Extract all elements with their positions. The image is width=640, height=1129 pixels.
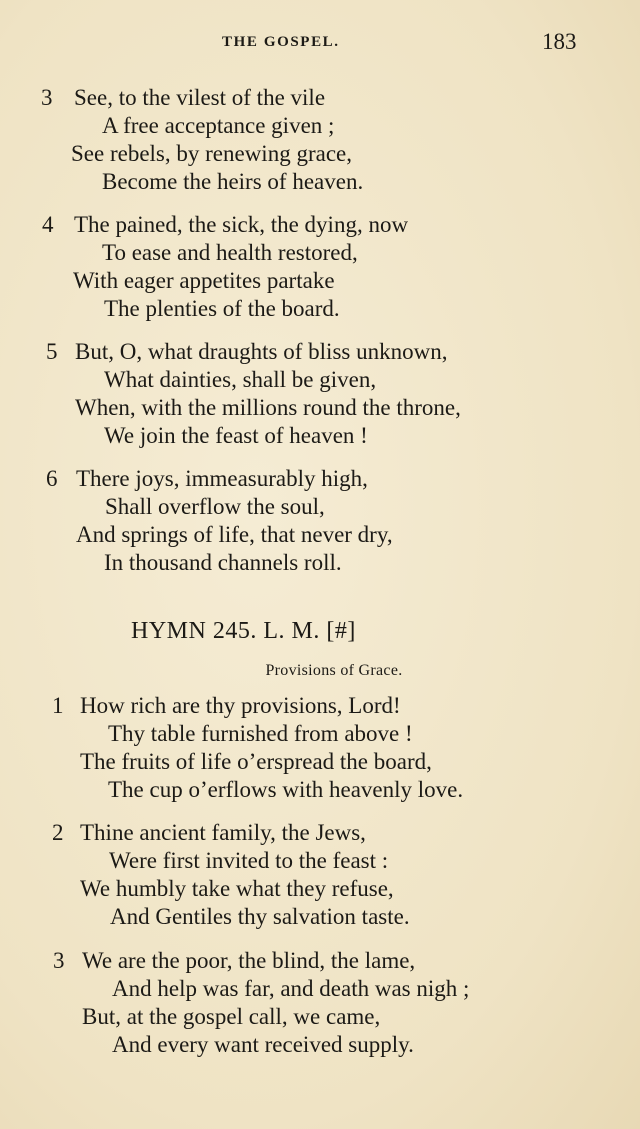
stanza-line: The cup o’erflows with heavenly love.	[108, 777, 464, 802]
stanza-line: See, to the vilest of the vile	[74, 85, 326, 110]
stanza-line: And Gentiles thy salvation taste.	[110, 904, 410, 929]
stanza-number: 1	[52, 693, 64, 718]
stanza-line: The pained, the sick, the dying, now	[74, 212, 409, 237]
stanza-top-6	[0, 465, 640, 577]
stanza-number: 3	[41, 85, 53, 110]
stanza-line: With eager appetites partake	[73, 268, 335, 293]
hymn-subtitle	[0, 662, 640, 680]
stanza-top-3	[0, 84, 640, 196]
stanza-line: What dainties, shall be given,	[104, 367, 377, 392]
stanza-number: 4	[42, 212, 54, 237]
stanza-top-5	[0, 338, 640, 450]
running-title: THE GOSPEL.	[222, 34, 340, 50]
stanza-line: But, O, what draughts of bliss unknown,	[75, 339, 448, 364]
stanza-line: Shall overflow the soul,	[105, 494, 325, 519]
stanza-line: We are the poor, the blind, the lame,	[82, 948, 416, 973]
stanza-number: 5	[46, 339, 58, 364]
stanza-number: 6	[46, 466, 58, 491]
stanza-line: How rich are thy provisions, Lord!	[80, 693, 401, 718]
stanza-line: But, at the gospel call, we came,	[82, 1004, 381, 1029]
stanza-line: We humbly take what they refuse,	[80, 876, 394, 901]
running-header	[0, 29, 640, 56]
hymn-stanza-3	[0, 947, 640, 1059]
hymn-stanza-2	[0, 819, 640, 931]
stanza-line: Become the heirs of heaven.	[102, 169, 364, 194]
stanza-line: The plenties of the board.	[104, 296, 340, 321]
stanza-line: We join the feast of heaven !	[104, 423, 368, 448]
stanza-line: And help was far, and death was nigh ;	[112, 976, 470, 1001]
stanza-number: 2	[52, 820, 64, 845]
stanza-number: 3	[53, 948, 65, 973]
stanza-line: See rebels, by renewing grace,	[71, 141, 352, 166]
hymn-title: HYMN 245. L. M. [#]	[131, 618, 356, 644]
stanza-top-4	[0, 211, 640, 323]
stanza-line: And every want received supply.	[112, 1032, 414, 1057]
stanza-line: To ease and health restored,	[102, 240, 358, 265]
stanza-line: Were first invited to the feast :	[109, 848, 389, 873]
stanza-line: A free acceptance given ;	[102, 113, 335, 138]
stanza-line: There joys, immeasurably high,	[76, 466, 368, 491]
stanza-line: The fruits of life o’erspread the board,	[80, 749, 432, 774]
stanza-line: Thy table furnished from above !	[108, 721, 413, 746]
hymn-stanza-1	[0, 692, 640, 804]
page-number: 183	[542, 29, 577, 54]
stanza-line: When, with the millions round the throne,	[75, 395, 461, 420]
stanza-line: In thousand channels roll.	[104, 550, 342, 575]
stanza-line: And springs of life, that never dry,	[76, 522, 393, 547]
hymn-subtitle-text: Provisions of Grace.	[265, 662, 403, 679]
stanza-line: Thine ancient family, the Jews,	[80, 820, 366, 845]
